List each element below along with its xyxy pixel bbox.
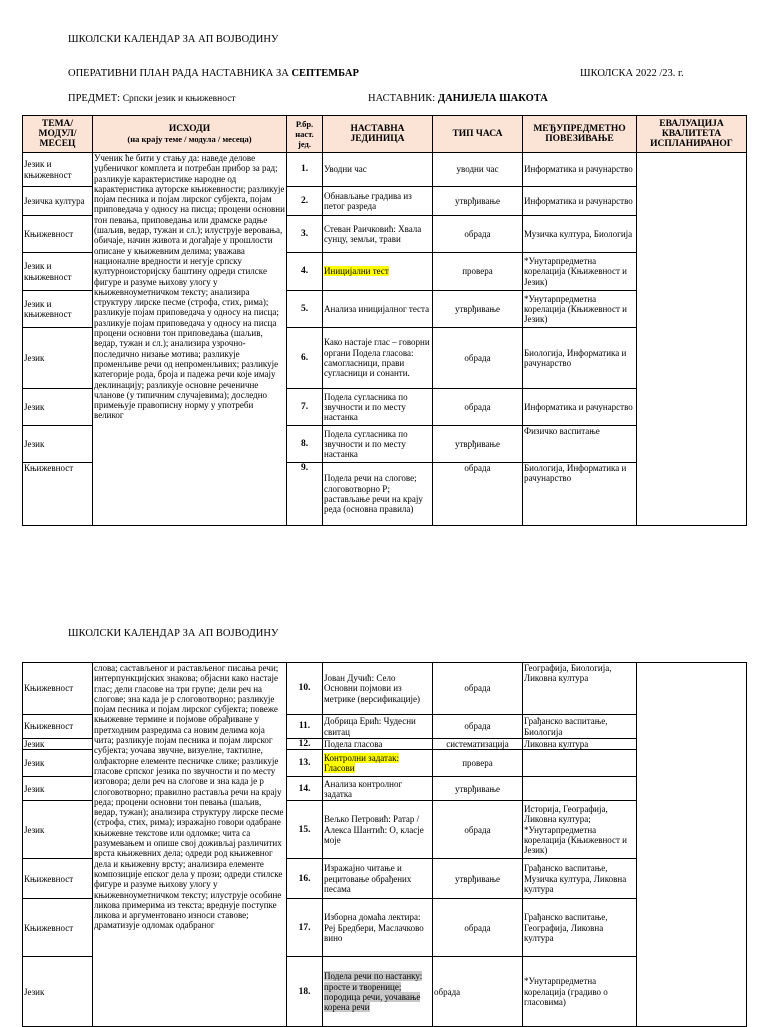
tema-cell: Језик (23, 739, 93, 750)
plan-title (68, 68, 359, 79)
rbr-cell: 7. (287, 389, 323, 426)
table-header-row (23, 116, 747, 153)
evaluacija-cell (637, 153, 747, 526)
plan-table-1 (22, 115, 747, 526)
tip-cell: провера (433, 750, 523, 777)
tema-cell: Књижевност (23, 216, 93, 253)
tip-cell: обрада (433, 957, 523, 1027)
povezivanje-cell (523, 750, 637, 777)
subject-prefix: ПРЕДМЕТ: (68, 93, 123, 104)
tema-cell: Језик и књижевност (23, 153, 93, 187)
rbr-cell: 2. (287, 187, 323, 216)
tema-cell: Језик и књижевност (23, 253, 93, 291)
tema-cell: Језик (23, 801, 93, 859)
rbr-cell: 9. (287, 463, 323, 526)
table-row (23, 153, 747, 187)
ishodi-cell: слова; састављеног и растављеног писања речи; интерпункцијских знакова; објасни како настаје глас; дели гласове на три групе; дели реч на слогове; зна када је р слоговотворно; разликује појам песника и појам лирског субјекта; повеже књижевне термине и појмове обрађиване у претходним разредима са новим делима која чита; разликује појам песника и појам лирског субјекта; уочава звучне, визуелне, тактилне, олфакторне елементе песничке слике; разликује гласове српског језика по звучности и по месту изговора; дели реч на слогове и зна када је р слоговотворно; правилно раставља речи на крају реда; процени основни тон певања (шаљив, ведар, тужан); анализира структуру лирске песме (строфа, стих, рима); изражајно говори одабране књижевне текстове или одломке; чита са разумевањем и опише свој доживљај различитих врста књижевних дела; одреди род књижевног дела и књижевну врсту; анализира елементе композиције епског дела у прози; одреди стилске фигуре и разуме њихову улогу у књижевноуметничком тексту; илуструје особине ликова примерима из текста; вреднује поступке ликова и аргументовано износи ставове; драматизује одломак одабраног (93, 663, 287, 1027)
header-ishodi-sub: (на крају теме / модула / месеца) (127, 134, 252, 144)
calendar-title-2: ШКОЛСКИ КАЛЕНДАР ЗА АП ВОЈВОДИНУ (68, 628, 279, 639)
povezivanje-cell: Физичко васпитање (523, 426, 637, 463)
tip-cell: утврђивање (433, 859, 523, 899)
povezivanje-cell: *Унутарпредметна корелација (Књижевност и Језик) (523, 291, 637, 328)
tema-cell: Језичка култура (23, 187, 93, 216)
tip-cell: провера (433, 253, 523, 291)
tema-cell: Језик (23, 957, 93, 1027)
tema-cell: Језик (23, 389, 93, 426)
jedinica-cell: Подела сугласника по звучности и по месту настанка (323, 426, 433, 463)
header-povezivanje: МЕЂУПРЕДМЕТНО ПОВЕЗИВАЊЕ (523, 116, 637, 153)
povezivanje-cell: Информатика и рачунарство (523, 153, 637, 187)
ishodi-cell: Ученик ће бити у стању да: наведе делове уџбеничког комплета и потребан прибор за рад; разликује карактеристике народне од карактеристика ауторске књижевности; разликује појам песника и појам лирског субјекта, појам приповедача у односу на писца; процени основни тон певања, приповедања или драмске радње (шаљив, ведар, тужан и сл.); илуструје веровања, обичаје, начин живота и догађаје у прошлости описане у књижевним делима; уважава национaлне вредности и негује српску културноисторијску баштину одреди стилске фигуре и разуме њихову улогу у књижевноуметничком тексту; анализира структуру лирске песме (строфа, стих, рима); разликује појам приповедача у односу на писца; разликује појам приповедача у односу на писца процени основни тон приповедања (шаљив, ведар, тужан и сл.); анализира узрочно-последично низање мотива; разликује променљиве речи од непроменљивих; разликује категорије рода, броја и падежа речи које имају деклинацију; разликује основне реченичне чланове (у типичним случајевима); доследно примењује правописну норму у употреби великог (93, 153, 287, 526)
tip-cell: обрада (433, 899, 523, 957)
rbr-cell: 6. (287, 328, 323, 389)
jedinica-cell (323, 253, 433, 291)
header-evaluacija: ЕВАЛУАЦИЈА КВАЛИТЕТА ИСПЛАНИРАНОГ (637, 116, 747, 153)
teacher-line (368, 93, 548, 104)
rbr-cell: 16. (287, 859, 323, 899)
povezivanje-cell: Географија, Биологија, Ликовна култура (523, 663, 637, 715)
rbr-cell: 12. (287, 739, 323, 750)
tip-cell: обрада (433, 216, 523, 253)
rbr-cell: 4. (287, 253, 323, 291)
rbr-cell: 3. (287, 216, 323, 253)
tip-cell: систематизација (433, 739, 523, 750)
tip-cell: обрада (433, 389, 523, 426)
povezivanje-cell: Информатика и рачунарство (523, 187, 637, 216)
tip-cell: уводни час (433, 153, 523, 187)
tip-cell: утврђивање (433, 777, 523, 801)
povezivanje-cell: Биологија, Информатика и рачунарство (523, 328, 637, 389)
subject-line (68, 93, 236, 104)
rbr-cell: 10. (287, 663, 323, 715)
rbr-cell: 17. (287, 899, 323, 957)
povezivanje-cell: Историја, Географија, Ликовна култура; *Унутарпредметна корелација (Књижевност и Језик) (523, 801, 637, 859)
jedinica-cell: Изборна домаћа лектира: Реј Бредбери, Маслачково вино (323, 899, 433, 957)
tema-cell: Језик (23, 426, 93, 463)
povezivanje-cell: Ликовна култура (523, 739, 637, 750)
rbr-cell: 14. (287, 777, 323, 801)
povezivanje-cell (523, 777, 637, 801)
jedinica-cell: Подела речи на слогове; слоговотворно Р; растављање речи на крају реда (основна правила) (323, 463, 433, 526)
rbr-cell: 8. (287, 426, 323, 463)
jedinica-highlight: Подела речи по настанку: просте и творенице; породица речи, уочавање корена речи (324, 971, 423, 1013)
jedinica-cell (323, 750, 433, 777)
table-row (23, 663, 747, 715)
teacher-prefix: НАСТАВНИК: (368, 93, 438, 104)
povezivanje-cell: *Унутарпредметна корелација (градиво о гласовима) (523, 957, 637, 1027)
jedinica-cell: Изражајно читање и рецитовање обрађених песама (323, 859, 433, 899)
evaluacija-cell (637, 663, 747, 1027)
school-year: ШКОЛСКА 2022 /23. г. (580, 68, 684, 79)
jedinica-cell (323, 957, 433, 1027)
tema-cell: Књижевност (23, 859, 93, 899)
jedinica-cell: Уводни час (323, 153, 433, 187)
tema-cell: Језик (23, 777, 93, 801)
header-ishodi-title: ИСХОДИ (168, 124, 211, 134)
povezivanje-cell: Грађанско васпитање, Биологија (523, 715, 637, 739)
jedinica-cell: Како настаје глас – говорни органи Подела гласова: самогласници, прави сугласници и сонанти. (323, 328, 433, 389)
header-tip: ТИП ЧАСА (433, 116, 523, 153)
jedinica-highlight: Иницијални тест (324, 266, 389, 277)
povezivanje-cell: Музичка култура, Биологија (523, 216, 637, 253)
calendar-title-1: ШКОЛСКИ КАЛЕНДАР ЗА АП ВОЈВОДИНУ (68, 34, 279, 45)
povezivanje-cell: *Унутарпредметна корелација (Књижевност и Језик) (523, 253, 637, 291)
plan-month: СЕПТЕМБАР (291, 68, 359, 79)
tip-cell: утврђивање (433, 426, 523, 463)
povezivanje-cell: Грађанско васпитање, Географија, Ликовна култура (523, 899, 637, 957)
plan-table-2 (22, 662, 747, 1027)
jedinica-cell: Стеван Раичковић: Хвала сунцу, земљи, трави (323, 216, 433, 253)
tema-cell: Књижевност (23, 663, 93, 715)
tip-cell: обрада (433, 328, 523, 389)
rbr-cell: 18. (287, 957, 323, 1027)
tema-cell: Књижевност (23, 899, 93, 957)
jedinica-cell: Обнављање градива из петог разреда (323, 187, 433, 216)
rbr-cell: 5. (287, 291, 323, 328)
jedinica-cell: Анализа иницијалног теста (323, 291, 433, 328)
tip-cell: обрада (433, 801, 523, 859)
tip-cell: обрада (433, 715, 523, 739)
jedinica-highlight: Контролни задатак: Гласови (324, 753, 399, 774)
tip-cell: утврђивање (433, 291, 523, 328)
jedinica-cell: Анализа контролног задатка (323, 777, 433, 801)
rbr-cell: 15. (287, 801, 323, 859)
rbr-cell: 11. (287, 715, 323, 739)
tip-cell: утврђивање (433, 187, 523, 216)
jedinica-cell: Подела гласова (323, 739, 433, 750)
jedinica-cell: Вељко Петровић: Ратар / Алекса Шантић: О, класје моје (323, 801, 433, 859)
header-rbr: Р.бр. наст. јед. (287, 116, 323, 153)
tema-cell: Језик (23, 328, 93, 389)
rbr-cell: 1. (287, 153, 323, 187)
povezivanje-cell: Информатика и рачунарство (523, 389, 637, 426)
header-ishodi (93, 116, 287, 153)
header-jedinica: НАСТАВНА ЈЕДИНИЦА (323, 116, 433, 153)
tip-cell: обрада (433, 663, 523, 715)
tema-cell: Језик и књижевност (23, 291, 93, 328)
jedinica-cell: Добрица Ерић: Чудесни свитац (323, 715, 433, 739)
header-tema: ТЕМА/ МОДУЛ/ МЕСЕЦ (23, 116, 93, 153)
subject-value: Српски језик и књижевност (122, 94, 236, 104)
plan-title-prefix: ОПЕРАТИВНИ ПЛАН РАДА НАСТАВНИКА ЗА (68, 68, 292, 79)
povezivanje-cell: Грађанско васпитање, Музичка култура, Ликовна култура (523, 859, 637, 899)
jedinica-cell: Подела сугласника по звучности и по месту настанка (323, 389, 433, 426)
rbr-cell: 13. (287, 750, 323, 777)
tema-cell: Језик (23, 750, 93, 777)
jedinica-cell: Јован Дучић: Село Основни појмови из метрике (версификације) (323, 663, 433, 715)
tema-cell: Књижевност (23, 463, 93, 526)
povezivanje-cell: Биологија, Информатика и рачунарство (523, 463, 637, 526)
tema-cell: Књижевност (23, 715, 93, 739)
teacher-value: ДАНИЈЕЛА ШАКОТА (437, 93, 548, 104)
tip-cell: обрада (433, 463, 523, 526)
